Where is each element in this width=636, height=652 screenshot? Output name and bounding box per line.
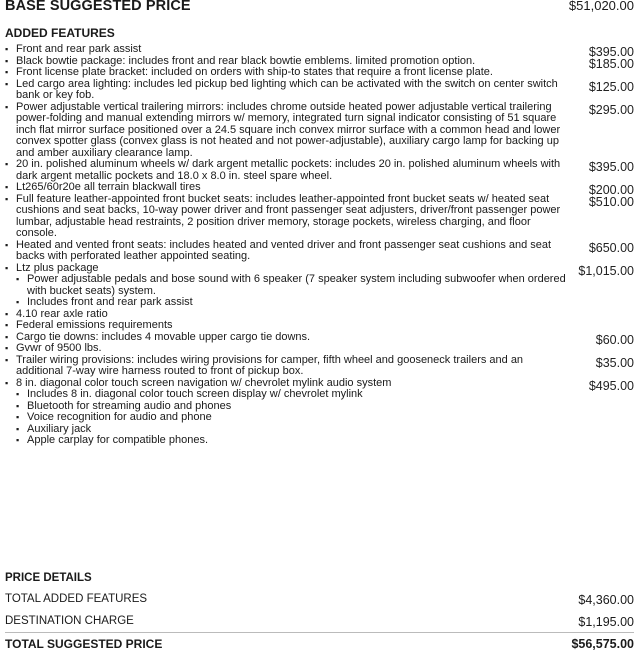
feature-text: Includes front and rear park assist xyxy=(27,296,193,308)
feature-text: Includes 8 in. diagonal color touch screen display w/ chevrolet mylink xyxy=(27,388,363,400)
feature-sub-item xyxy=(5,274,634,297)
feature-text: Led cargo area lighting: includes led pickup bed lighting which can be activated with the switch on center switch bank or key fob. xyxy=(16,77,558,101)
feature-price: $495.00 xyxy=(588,378,634,393)
destination-charge-value: $1,195.00 xyxy=(578,615,634,629)
feature-item xyxy=(5,102,634,160)
added-features-heading: ADDED FEATURES xyxy=(5,26,115,40)
feature-price: $395.00 xyxy=(588,45,634,59)
feature-item xyxy=(5,194,634,240)
feature-text: Gvwr of 9500 lbs. xyxy=(16,342,102,354)
feature-item xyxy=(5,159,634,182)
feature-item xyxy=(5,240,634,263)
feature-price: $200.00 xyxy=(588,183,634,197)
feature-text: Apple carplay for compatible phones. xyxy=(27,434,208,446)
feature-price: $185.00 xyxy=(588,56,634,71)
feature-text: Heated and vented front seats: includes heated and vented driver and front passenger seat cushions and seat backs with perforated leather appointed seating. xyxy=(16,238,552,262)
total-added-features-row xyxy=(5,593,634,607)
feature-price: $510.00 xyxy=(588,194,634,209)
feature-text: Front and rear park assist xyxy=(16,43,142,55)
destination-charge-label: DESTINATION CHARGE xyxy=(5,615,134,627)
feature-text: Full feature leather-appointed front bucket seats: includes leather-appointed front bucket seats w/ heated seat cushions and seat backs, 10-way power driver and front passenger seat adjusters, driver/front passenger power lumbar, adjustable head restraints, 2 position driver memory, storage pockets, wireless charging, and floor console. xyxy=(16,192,561,239)
base-price-bar xyxy=(0,0,636,16)
feature-text: Black bowtie package: includes front and rear black bowtie emblems. limited promotion option. xyxy=(16,54,476,67)
feature-text: Cargo tie downs: includes 4 movable upper cargo tie downs. xyxy=(16,330,311,343)
total-added-features-label: TOTAL ADDED FEATURES xyxy=(5,593,148,605)
base-price-label: BASE SUGGESTED PRICE xyxy=(5,0,191,14)
base-price-value: $51,020.00 xyxy=(568,0,634,13)
feature-text: 8 in. diagonal color touch screen navigation w/ chevrolet mylink audio system xyxy=(16,376,392,389)
feature-text: Federal emissions requirements xyxy=(16,319,173,331)
total-added-features-value: $4,360.00 xyxy=(578,593,634,607)
feature-text: Power adjustable pedals and bose sound with 6 speaker (7 speaker system including subwoofer when ordered with bucket seats) system. xyxy=(27,273,566,297)
feature-text: Power adjustable vertical trailering mirrors: includes chrome outside heated power adjustable vertical trailering power-folding and manual extending mirrors w/ memory, integrated turn signal indicator consisting of 51 square inch flat mirror surface positioned over a 24.5 square inch convex mirror surface with a common head and lower convex spotter glass (convex glass is not heated and not power-adjustable), auxiliary cargo lamp for backing up and amber auxiliary clearance lamp. xyxy=(16,100,561,159)
feature-sub-item xyxy=(5,435,634,447)
feature-price: $650.00 xyxy=(588,240,634,255)
feature-text: 4.10 rear axle ratio xyxy=(16,307,108,320)
total-suggested-price-value: $56,575.00 xyxy=(571,637,634,651)
feature-price: $125.00 xyxy=(588,79,634,94)
price-details-title: PRICE DETAILS xyxy=(5,572,92,584)
feature-text: Bluetooth for streaming audio and phones xyxy=(27,399,232,412)
total-divider xyxy=(5,632,634,633)
total-suggested-price-label: TOTAL SUGGESTED PRICE xyxy=(5,637,163,651)
feature-price: $35.00 xyxy=(595,355,634,370)
feature-price: $1,015.00 xyxy=(578,263,634,278)
feature-text: Lt265/60r20e all terrain blackwall tires xyxy=(16,181,201,193)
price-details-heading xyxy=(5,572,634,584)
feature-price: $295.00 xyxy=(588,102,634,117)
feature-text: Front license plate bracket: included on orders with ship-to states that require a front license plate. xyxy=(16,66,493,78)
feature-sub-item xyxy=(5,412,634,424)
total-suggested-price-row xyxy=(5,637,634,651)
feature-text: 20 in. polished aluminum wheels w/ dark argent metallic pockets: includes 20 in. polished aluminum wheels with dark argent metallic pockets and 18.0 x 8.0 in. steel spare wheel. xyxy=(16,158,561,182)
destination-charge-row xyxy=(5,615,634,629)
feature-text: Auxiliary jack xyxy=(27,422,92,435)
added-features-list xyxy=(5,44,634,447)
feature-text: Voice recognition for audio and phone xyxy=(27,411,212,423)
feature-item xyxy=(5,79,634,102)
feature-text: Ltz plus package xyxy=(16,261,99,274)
feature-item xyxy=(5,355,634,378)
feature-text: Trailer wiring provisions: includes wiring provisions for camper, fifth wheel and gooseneck trailers and an additional 7-way wire harness routed to front of pickup box. xyxy=(16,353,524,377)
feature-price: $395.00 xyxy=(588,160,634,174)
feature-price: $60.00 xyxy=(595,332,634,347)
